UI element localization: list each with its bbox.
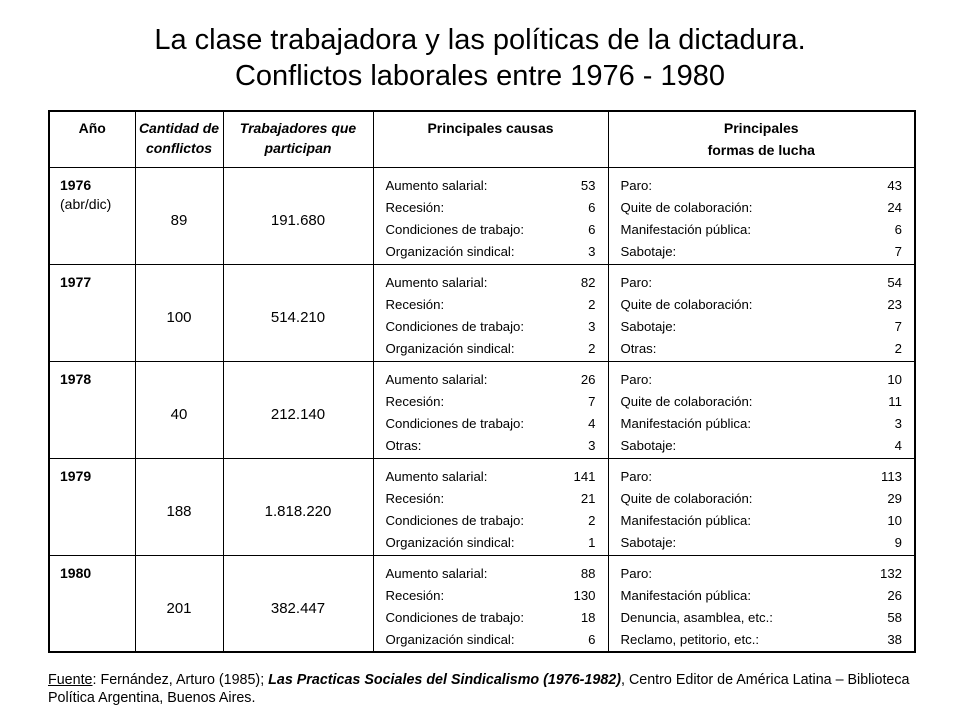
workers-count: 382.447 <box>223 555 373 652</box>
header-forms <box>608 111 915 167</box>
item-value: 3 <box>588 243 596 259</box>
item-label: Condiciones de trabajo: <box>385 415 525 431</box>
source-footnote <box>48 671 928 707</box>
item-value: 26 <box>887 587 902 603</box>
item-value: 18 <box>580 609 596 625</box>
list-item <box>621 175 903 197</box>
item-value: 58 <box>887 609 902 625</box>
item-value: 26 <box>580 371 596 387</box>
conflicts-table <box>48 110 916 653</box>
item-value: 24 <box>887 199 902 215</box>
source-author: : Fernández, Arturo (1985); <box>92 672 269 688</box>
item-label: Paro: <box>620 274 653 290</box>
item-label: Organización sindical: <box>385 243 515 259</box>
list-item <box>621 316 903 338</box>
item-label: Sabotaje: <box>620 318 677 334</box>
causes-cell <box>373 361 608 458</box>
list-item <box>386 563 596 585</box>
item-value: 3 <box>588 437 596 453</box>
item-label: Otras: <box>620 340 657 356</box>
item-value: 3 <box>894 415 902 431</box>
list-item <box>386 435 596 457</box>
header-forms-line1: Principales <box>723 120 799 136</box>
item-label: Manifestación pública: <box>620 587 751 603</box>
forms-list <box>609 556 915 651</box>
item-label: Sabotaje: <box>620 437 677 453</box>
list-item <box>621 585 903 607</box>
causes-list <box>374 362 608 457</box>
list-item <box>621 563 903 585</box>
source-label: Fuente <box>48 672 93 688</box>
list-item <box>621 241 903 263</box>
causes-cell <box>373 555 608 652</box>
list-item <box>621 607 903 629</box>
item-label: Quite de colaboración: <box>620 490 753 506</box>
list-item <box>386 607 596 629</box>
item-value: 11 <box>888 393 902 409</box>
item-label: Recesión: <box>385 587 445 603</box>
forms-list <box>609 459 915 554</box>
item-value: 21 <box>580 490 596 506</box>
conflicts-count: 188 <box>135 458 223 555</box>
causes-list <box>374 265 608 360</box>
item-label: Organización sindical: <box>385 631 515 647</box>
list-item <box>386 466 596 488</box>
conflicts-count: 40 <box>135 361 223 458</box>
item-value: 29 <box>887 490 902 506</box>
conflicts-count: 201 <box>135 555 223 652</box>
table-row <box>49 361 915 458</box>
causes-cell <box>373 264 608 361</box>
item-label: Manifestación pública: <box>620 221 751 237</box>
list-item <box>621 369 903 391</box>
item-label: Aumento salarial: <box>385 177 488 193</box>
item-value: 6 <box>588 631 596 647</box>
table-row <box>49 264 915 361</box>
year-cell <box>49 167 135 264</box>
list-item <box>386 197 596 219</box>
causes-list <box>374 168 608 263</box>
conflicts-count: 89 <box>135 167 223 264</box>
item-label: Aumento salarial: <box>385 371 488 387</box>
item-label: Paro: <box>620 371 653 387</box>
workers-count: 191.680 <box>223 167 373 264</box>
list-item <box>386 338 596 360</box>
item-value: 141 <box>573 468 596 484</box>
item-value: 43 <box>887 177 902 193</box>
item-label: Aumento salarial: <box>385 565 488 581</box>
list-item <box>386 585 596 607</box>
item-label: Recesión: <box>385 393 445 409</box>
item-value: 130 <box>573 587 596 603</box>
item-label: Paro: <box>620 565 653 581</box>
item-value: 9 <box>894 534 902 550</box>
item-value: 6 <box>588 221 596 237</box>
item-label: Reclamo, petitorio, etc.: <box>620 631 760 647</box>
list-item <box>386 294 596 316</box>
item-label: Manifestación pública: <box>620 512 751 528</box>
causes-list <box>374 459 608 554</box>
year-cell <box>49 264 135 361</box>
source-book-title: Las Practicas Sociales del Sindicalismo (1976-1982) <box>268 672 621 688</box>
item-label: Recesión: <box>385 296 445 312</box>
list-item <box>386 272 596 294</box>
item-label: Organización sindical: <box>385 340 515 356</box>
item-value: 23 <box>887 296 902 312</box>
item-value: 38 <box>887 631 902 647</box>
year-value: 1977 <box>60 273 92 290</box>
item-value: 6 <box>588 199 596 215</box>
item-label: Quite de colaboración: <box>620 199 753 215</box>
workers-count: 1.818.220 <box>223 458 373 555</box>
header-year: Año <box>49 111 135 167</box>
list-item <box>621 272 903 294</box>
forms-cell <box>608 167 915 264</box>
title-line-2: Conflictos laborales entre 1976 - 1980 <box>234 60 726 92</box>
header-causes: Principales causas <box>373 111 608 167</box>
item-label: Condiciones de trabajo: <box>385 609 525 625</box>
list-item <box>621 466 903 488</box>
table-row <box>49 458 915 555</box>
table-row <box>49 167 915 264</box>
header-workers: Trabajadores que participan <box>223 111 373 167</box>
list-item <box>386 241 596 263</box>
list-item <box>386 175 596 197</box>
list-item <box>621 219 903 241</box>
source-publisher: , Centro Editor de América Latina – Biblioteca Política Argentina, Buenos Aires. <box>48 672 910 706</box>
forms-cell <box>608 361 915 458</box>
item-label: Denuncia, asamblea, etc.: <box>620 609 773 625</box>
item-label: Aumento salarial: <box>385 468 488 484</box>
item-value: 3 <box>588 318 596 334</box>
header-forms-line2: formas de lucha <box>707 142 815 158</box>
list-item <box>386 316 596 338</box>
workers-count: 212.140 <box>223 361 373 458</box>
item-value: 132 <box>879 565 902 581</box>
year-cell <box>49 555 135 652</box>
item-label: Organización sindical: <box>385 534 515 550</box>
item-label: Paro: <box>620 468 653 484</box>
item-label: Recesión: <box>385 490 445 506</box>
year-value: 1978 <box>60 370 92 387</box>
forms-cell <box>608 264 915 361</box>
workers-count: 514.210 <box>223 264 373 361</box>
forms-cell <box>608 458 915 555</box>
forms-list <box>609 168 915 263</box>
item-value: 54 <box>887 274 902 290</box>
item-value: 2 <box>588 296 596 312</box>
item-label: Sabotaje: <box>620 243 677 259</box>
item-value: 7 <box>894 318 902 334</box>
title-line-1: La clase trabajadora y las políticas de la dictadura. <box>154 24 806 56</box>
item-value: 6 <box>894 221 902 237</box>
list-item <box>621 197 903 219</box>
list-item <box>386 510 596 532</box>
list-item <box>386 219 596 241</box>
list-item <box>621 510 903 532</box>
list-item <box>386 369 596 391</box>
item-label: Sabotaje: <box>620 534 677 550</box>
causes-list <box>374 556 608 651</box>
list-item <box>621 435 903 457</box>
item-label: Condiciones de trabajo: <box>385 318 525 334</box>
header-conflicts: Cantidad de conflictos <box>135 111 223 167</box>
forms-list <box>609 265 915 360</box>
item-value: 88 <box>580 565 596 581</box>
item-label: Otras: <box>385 437 422 453</box>
item-value: 82 <box>580 274 596 290</box>
item-label: Quite de colaboración: <box>620 393 753 409</box>
list-item <box>621 488 903 510</box>
year-value: 1980 <box>60 564 92 581</box>
item-label: Condiciones de trabajo: <box>385 512 525 528</box>
table-row <box>49 555 915 652</box>
list-item <box>621 532 903 554</box>
year-cell <box>49 361 135 458</box>
causes-cell <box>373 458 608 555</box>
year-value: 1979 <box>60 467 92 484</box>
item-label: Quite de colaboración: <box>620 296 753 312</box>
year-value: 1976 <box>60 176 92 193</box>
list-item <box>621 294 903 316</box>
item-value: 10 <box>887 512 902 528</box>
conflicts-count: 100 <box>135 264 223 361</box>
item-label: Condiciones de trabajo: <box>385 221 525 237</box>
table-header-row <box>49 111 915 167</box>
item-label: Aumento salarial: <box>385 274 488 290</box>
item-label: Manifestación pública: <box>620 415 751 431</box>
list-item <box>621 629 903 651</box>
list-item <box>386 488 596 510</box>
item-label: Paro: <box>620 177 653 193</box>
forms-list <box>609 362 915 457</box>
year-note: (abr/dic) <box>60 195 112 212</box>
causes-cell <box>373 167 608 264</box>
page-title <box>0 22 960 94</box>
item-value: 1 <box>588 534 596 550</box>
item-value: 53 <box>580 177 596 193</box>
list-item <box>386 391 596 413</box>
list-item <box>386 532 596 554</box>
item-value: 2 <box>588 340 596 356</box>
item-value: 2 <box>894 340 902 356</box>
item-value: 7 <box>894 243 902 259</box>
item-value: 4 <box>894 437 902 453</box>
year-cell <box>49 458 135 555</box>
forms-cell <box>608 555 915 652</box>
item-value: 4 <box>588 415 596 431</box>
item-value: 7 <box>588 393 596 409</box>
item-label: Recesión: <box>385 199 445 215</box>
list-item <box>386 629 596 651</box>
item-value: 2 <box>588 512 596 528</box>
list-item <box>621 391 903 413</box>
list-item <box>386 413 596 435</box>
item-value: 113 <box>880 468 902 484</box>
list-item <box>621 338 903 360</box>
list-item <box>621 413 903 435</box>
item-value: 10 <box>887 371 902 387</box>
